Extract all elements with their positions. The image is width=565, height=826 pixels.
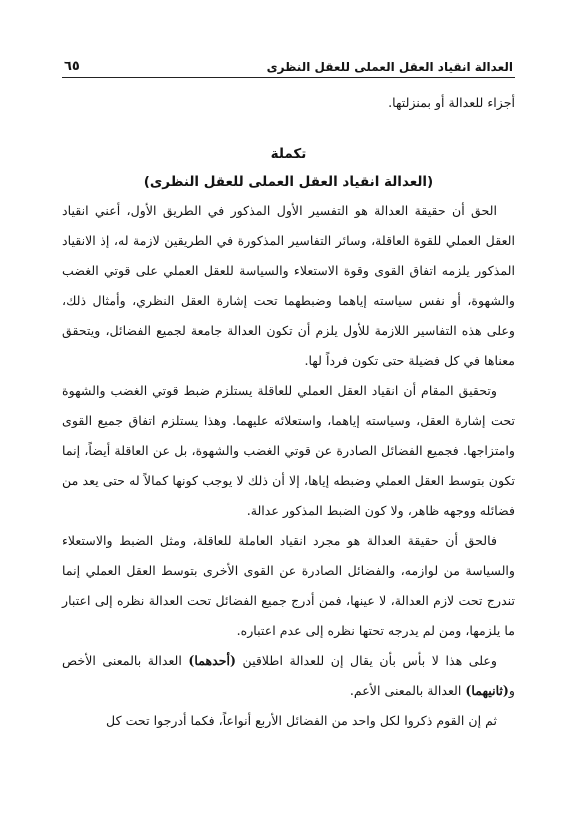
paragraph-2: وتحقيق المقام أن انقياد العقل العملي للعاقلة يستلزم ضبط قوتي الغضب والشهوة تحت إشارة العقل، وسياسته إياهما، واستعلائه عليهما. وهذا يستلزم اتفاق جميع القوى وامتزاجها. فجميع الفضائل الصادرة عن قوتي الغضب والشهوة، بل عن العاقلة أيضاً، إنما تكون بتوسط العقل العملي وضبطه إياها، إلا أن ذلك لا يوجب كونها كمالاً له حتى يعد من فضائله ووجهه ظاهر، ولا كون الضبط المذكور عدالة. (62, 383, 515, 518)
section-title: تكملة (270, 146, 307, 162)
paragraph-4-part-a: وعلى هذا لا بأس بأن يقال إن للعدالة اطلاقين (235, 653, 497, 668)
running-title: العدالة انقياد العقل العملى للعقل النظرى (266, 60, 513, 74)
section-subtitle: (العدالة انقياد العقل العملى للعقل النظرى) (143, 174, 434, 190)
paragraph-4-bold-second: (ثانيهما) (465, 683, 509, 698)
continuation-line: أجزاء للعدالة أو بمنزلتها. (388, 95, 515, 110)
paragraph-4-part-c: العدالة بالمعنى الأعم. (349, 683, 466, 698)
paragraph-1: الحق أن حقيقة العدالة هو التفسير الأول المذكور في الطريق الأول، أعني انقياد العقل العملي للقوة العاقلة، وسائر التفاسير المذكورة في الطريقين لازمة له، إذ الانقياد المذكور يلزمه اتفاق القوى وقوة الاستعلاء والسياسة للعقل العملي على قوتي الغضب والشهوة، أو نفس سياسته إياهما وضبطهما تحت إشارة العقل النظري، وأمثال ذلك، وعلى هذه التفاسير اللازمة للأول يلزم أن تكون العدالة جامعة لجميع الفضائل، ويتحقق معناها في كل فضيلة حتى تكون فرداً لها. (62, 203, 515, 368)
body-text (62, 88, 515, 736)
paragraph-5: ثم إن القوم ذكروا لكل واحد من الفضائل الأربع أنواعاً، فكما أدرجوا تحت كل (106, 713, 497, 728)
paragraph-3: فالحق أن حقيقة العدالة هو مجرد انقياد العاملة للعاقلة، ومثل الضبط والاستعلاء والسياسة من لوازمه، والفضائل الصادرة عن القوى الأخرى بتوسط العقل العملي إنما تندرج تحت لازم العدالة، لا عينها، فمن أدرج جميع الفضائل تحت العدالة نظره إلى اعتبار ما يلزمها، ومن لم يدرجه تحتها نظره إلى عدم اعتباره. (62, 533, 515, 638)
paragraph-4-part-b: العدالة بالمعنى الأخص و (62, 653, 515, 698)
paragraph-4 (62, 646, 515, 706)
page-number: ٦٥ (64, 59, 80, 74)
page-header (64, 52, 513, 74)
paragraph-4-bold-first: (أحدهما) (188, 653, 236, 668)
header-rule (62, 77, 515, 78)
